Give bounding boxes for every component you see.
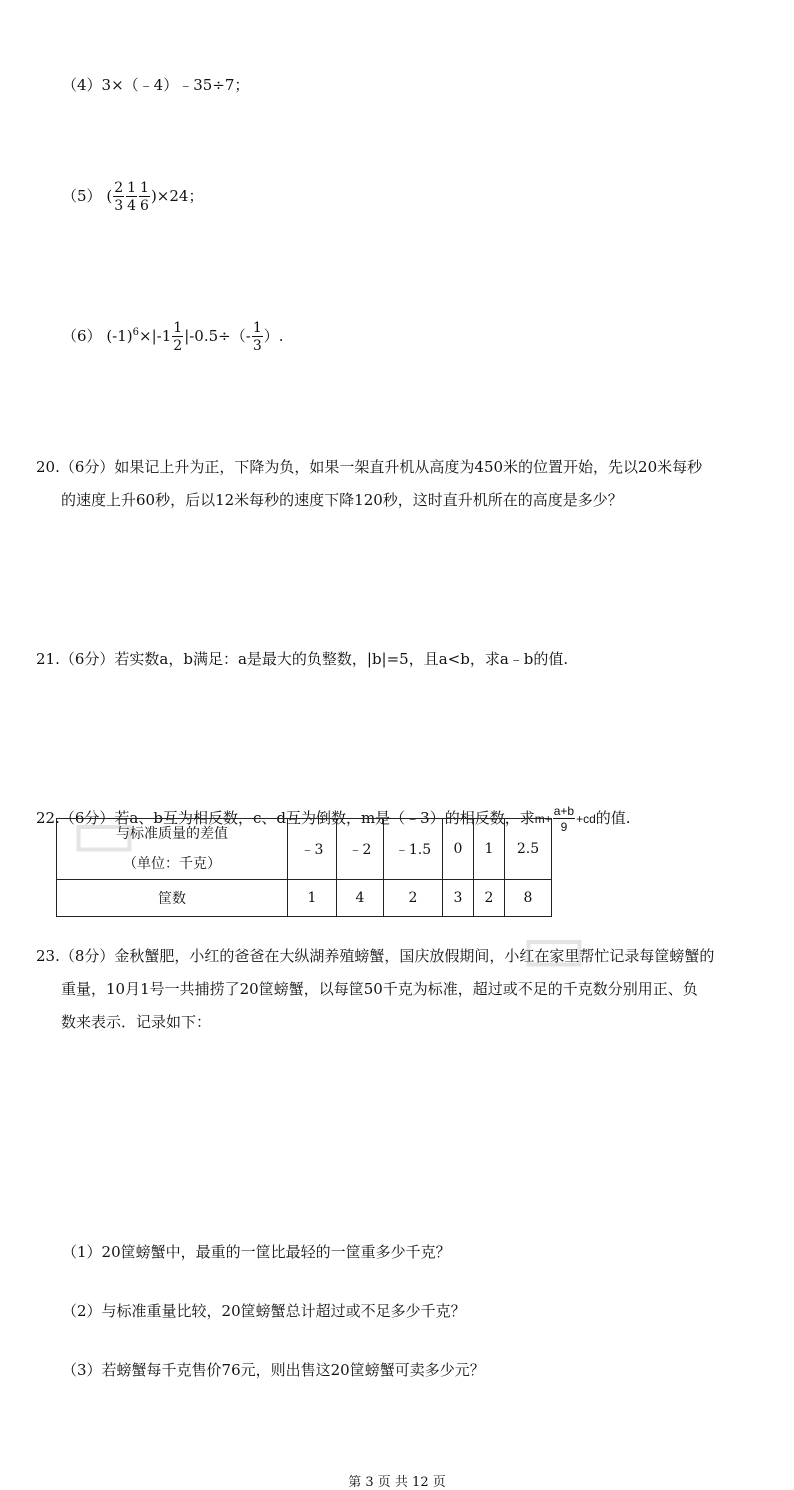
table-cell: ﹣2 [337,819,384,880]
fraction [172,321,183,353]
question-21 [36,643,756,676]
table-cell: 3 [443,880,474,917]
page-footer: 第 3 页 共 12 页 [348,1475,446,1490]
watermark-shape: ▭ [70,790,139,874]
header-line1: 与标准质量的差值 [116,826,228,842]
table-cell: 0 [443,819,474,880]
table-cell: ﹣1.5 [384,819,443,880]
fraction-denominator: 4 [127,198,137,214]
problem-6-tail: ）. [263,327,284,345]
problem-5-open: ( [106,187,113,205]
table-cell: 8 [505,880,552,917]
question-23-line1: 23.（8分）金秋蟹肥，小红的爸爸在大纵湖养殖螃蟹，国庆放假期间，小红在家里帮忙记录每筐螃蟹的 [36,947,715,965]
fraction-denominator: 6 [140,198,149,214]
fraction [126,181,137,213]
table-row [57,819,552,880]
question-22-cd: +cd [576,812,596,826]
question-22-tail: 的值. [595,809,631,827]
fraction-numerator: 1 [173,320,183,336]
question-23-line2: 重量，10月1号一共捕捞了20筐螃蟹，以每筐50千克为标准，超过或不足的千克数分别用正、负 [61,980,698,998]
fraction-numerator: 1 [140,180,149,196]
question-23-line3: 数来表示．记录如下： [61,1013,212,1031]
header-line2: （单位：千克） [123,856,221,872]
problem-5 [62,181,794,213]
question-22-m: m+ [534,812,552,826]
fraction [139,181,150,213]
fraction-numerator: 2 [114,180,124,196]
problem-5-tail: )×24； [150,187,204,205]
problem-4-expr: 3×（﹣4）﹣35÷7； [101,76,250,94]
question-22-head: 22.（6分）若a、b互为相反数，c、d互为倒数，m是（﹣3）的相反数，求 [36,809,535,827]
watermark-shape: ▭ [520,905,589,989]
question-20 [36,451,756,517]
problem-6-base: (-1) [106,327,133,345]
question-20-line1: 20.（6分）如果记上升为正，下降为负，如果一架直升机从高度为450米的位置开始，先以20米每秒 [36,458,703,476]
table-cell: 2 [384,880,443,917]
table-cell: 2 [474,880,505,917]
question-23-sub2: （2）与标准重量比较，20筐螃蟹总计超过或不足多少千克？ [62,1302,466,1320]
table-row [57,880,552,917]
question-21-text: 21.（6分）若实数a，b满足：a是最大的负整数，|b|=5，且a<b，求a﹣b的值. [36,650,569,668]
table-header-cell [57,819,288,880]
problem-4-label: （4） [62,76,102,94]
record-table [56,818,552,917]
problem-6-mid2: |-0.5÷（- [184,327,251,345]
fraction-denominator: 2 [173,338,183,354]
fraction-numerator: 1 [252,320,262,336]
question-23-sub3: （3）若螃蟹每千克售价76元，则出售这20筐螃蟹可卖多少元？ [62,1361,485,1379]
question-23-sub1: （1）20筐螃蟹中，最重的一筐比最轻的一筐重多少千克？ [62,1243,451,1261]
problem-6-mid1: ×|-1 [139,327,172,345]
fraction [553,805,575,833]
table-cell: 1 [288,880,337,917]
table-cell: 1 [474,819,505,880]
fraction [252,321,263,353]
problem-6-label: （6） [62,327,102,345]
question-23 [36,940,756,1039]
problem-5-label: （5） [62,187,102,205]
fraction-denominator: 3 [252,338,262,354]
question-20-line2: 的速度上升60秒，后以12米每秒的速度下降120秒，这时直升机所在的高度是多少？ [61,491,623,509]
fraction [113,181,124,213]
problem-4 [62,74,794,95]
table-cell: ﹣3 [288,819,337,880]
table-cell: 2.5 [505,819,552,880]
table-cell: 4 [337,880,384,917]
fraction-numerator: 1 [127,180,137,196]
problem-6-exponent: 6 [132,327,140,338]
fraction-numerator: a+b [553,804,575,818]
table-header-cell: 筐数 [57,880,288,917]
problem-6 [62,321,794,353]
fraction-denominator: 3 [114,198,124,214]
fraction-denominator: 9 [560,820,568,834]
